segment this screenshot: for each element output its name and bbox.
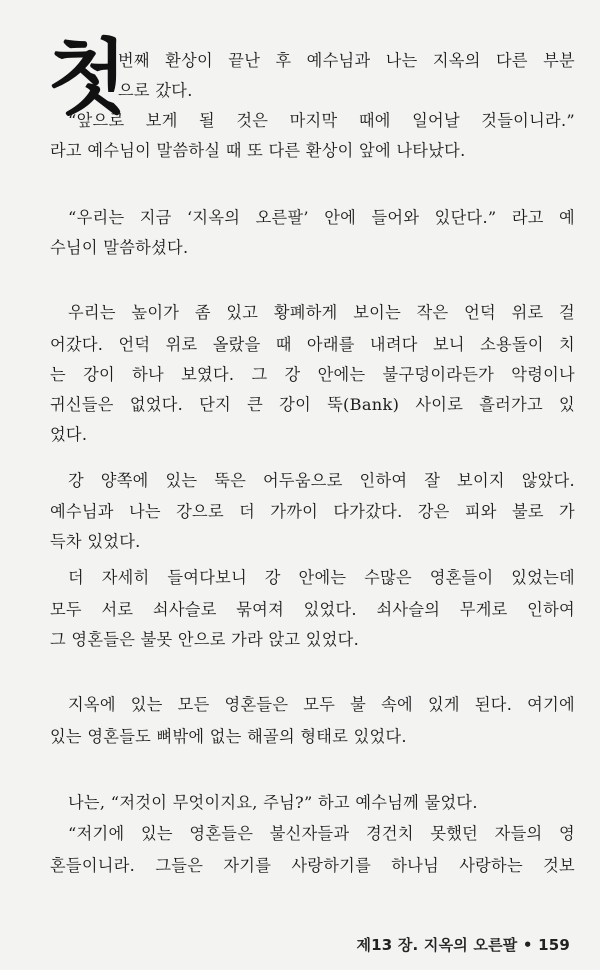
first-paragraph	[118, 46, 575, 106]
text-line: “앞으로 보게 될 것은 마지막 때에 일어날 것들이니라.”	[68, 111, 575, 130]
paragraph	[50, 233, 575, 263]
paragraph	[68, 298, 575, 328]
text-line: 그 영혼들은 불못 안으로 가라 앉고 있었다.	[50, 630, 360, 649]
drop-cap: 첫	[48, 31, 128, 126]
text-line: 지옥에 있는 모든 영혼들은 모두 불 속에 있게 된다. 여기에	[68, 695, 575, 714]
text-line: 모두 서로 쇠사슬로 묶여져 있었다. 쇠사슬의 무게로 인하여	[50, 600, 575, 619]
text-line: “우리는 지금 ‘지옥의 오른팔’ 안에 들어와 있단다.” 라고 예	[68, 208, 575, 227]
text-line: 귀신들은 없었다. 단지 큰 강이 뚝(Bank) 사이로 흘러가고 있	[50, 395, 575, 414]
text-line: 우리는 높이가 좀 있고 황폐하게 보이는 작은 언덕 위로 걸	[68, 303, 575, 322]
paragraph	[68, 466, 575, 496]
paragraph	[50, 595, 575, 655]
paragraph	[50, 722, 575, 752]
paragraph	[68, 819, 575, 849]
paragraph	[68, 106, 575, 136]
text-line: 었다.	[50, 425, 88, 444]
paragraph	[50, 497, 575, 557]
text-line: 더 자세히 들여다보니 강 안에는 수많은 영혼들이 있었는데	[68, 568, 575, 587]
text-line: 있는 영혼들도 뼈밖에 없는 해골의 형태로 있었다.	[50, 727, 407, 746]
paragraph	[50, 330, 575, 450]
text-line: 예수님과 나는 강으로 더 가까이 다가갔다. 강은 피와 불로 가	[50, 502, 575, 521]
text-line: 득차 있었다.	[50, 532, 141, 551]
text-line: 라고 예수님이 말씀하실 때 또 다른 환상이 앞에 나타났다.	[50, 141, 466, 160]
text-line: 강 양쪽에 있는 뚝은 어두움으로 인하여 잘 보이지 않았다.	[68, 471, 575, 490]
paragraph	[68, 563, 575, 593]
page-footer: 제13 장. 지옥의 오른팔 • 159	[356, 936, 570, 954]
text-line: 으로 갔다.	[118, 81, 193, 100]
text-line: 나는, “저것이 무엇이지요, 주님?” 하고 예수님께 물었다.	[68, 793, 478, 812]
text-line: 혼들이니라. 그들은 자기를 사랑하기를 하나님 사랑하는 것보	[50, 856, 575, 875]
paragraph	[68, 690, 575, 720]
text-line: 어갔다. 언덕 위로 올랐을 때 아래를 내려다 보니 소용돌이 치	[50, 335, 575, 354]
paragraph	[68, 203, 575, 233]
text-line: “저기에 있는 영혼들은 불신자들과 경건치 못했던 자들의 영	[68, 824, 575, 843]
text-line: 는 강이 하나 보였다. 그 강 안에는 불구덩이라든가 악령이나	[50, 365, 575, 384]
text-line: 수님이 말씀하셨다.	[50, 238, 189, 257]
paragraph	[50, 851, 575, 881]
text-line: 번째 환상이 끝난 후 예수님과 나는 지옥의 다른 부분	[118, 51, 575, 70]
paragraph	[68, 788, 575, 818]
paragraph	[50, 136, 575, 166]
